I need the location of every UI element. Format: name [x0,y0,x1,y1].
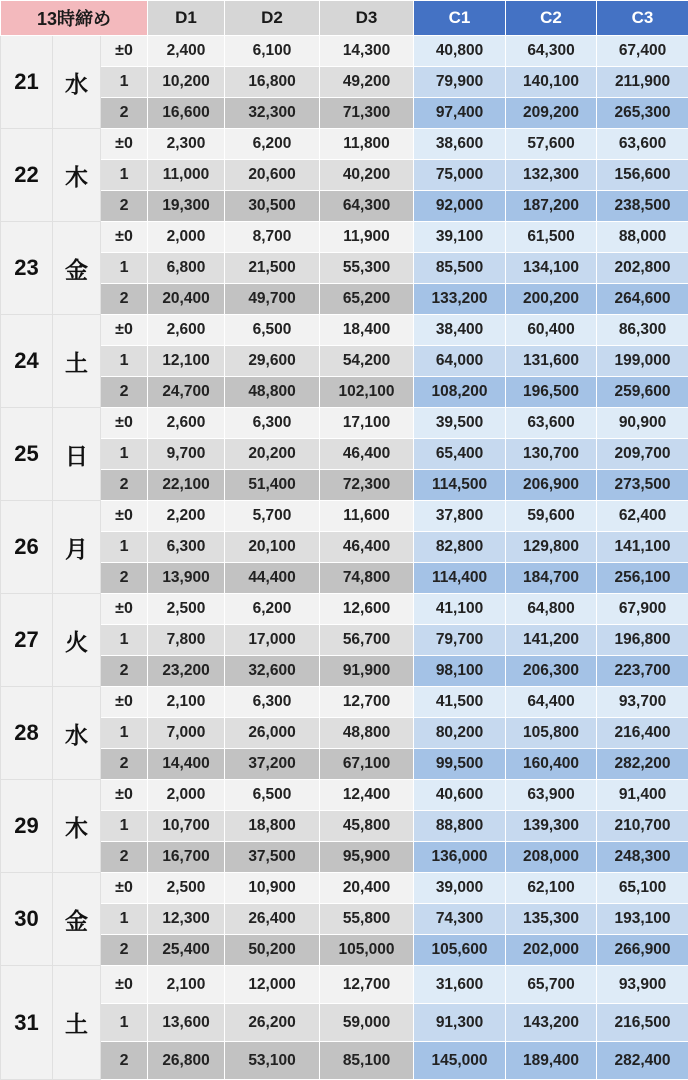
value-cell-c1: 75,000 [414,160,506,191]
value-cell-c1: 88,800 [414,811,506,842]
value-cell-c2: 65,700 [506,966,597,1004]
table-row [1,36,688,67]
value-cell-d3: 17,100 [320,408,414,439]
value-cell-d2: 51,400 [225,470,320,501]
value-cell-d2: 37,200 [225,749,320,780]
value-cell-c2: 139,300 [506,811,597,842]
value-cell-d3: 45,800 [320,811,414,842]
value-cell-d1: 19,300 [148,191,225,222]
value-cell-d2: 10,900 [225,873,320,904]
table-row [1,1042,688,1080]
table-row [1,532,688,563]
day-number: 24 [1,315,53,408]
value-cell-d1: 22,100 [148,470,225,501]
day-number: 28 [1,687,53,780]
value-cell-d2: 26,000 [225,718,320,749]
value-cell-d2: 44,400 [225,563,320,594]
offset-cell: ±0 [101,966,148,1004]
value-cell-c3: 62,400 [597,501,688,532]
value-cell-c2: 209,200 [506,98,597,129]
offset-cell: ±0 [101,780,148,811]
value-cell-c1: 38,600 [414,129,506,160]
day-number: 21 [1,36,53,129]
value-cell-d3: 102,100 [320,377,414,408]
value-cell-c1: 92,000 [414,191,506,222]
value-cell-c1: 79,900 [414,67,506,98]
value-cell-d3: 46,400 [320,439,414,470]
day-number: 22 [1,129,53,222]
value-cell-c2: 132,300 [506,160,597,191]
offset-cell: 1 [101,439,148,470]
offset-cell: 1 [101,1004,148,1042]
value-cell-d2: 20,100 [225,532,320,563]
value-cell-c3: 248,300 [597,842,688,873]
value-cell-c1: 39,100 [414,222,506,253]
table-row [1,718,688,749]
value-cell-d3: 11,900 [320,222,414,253]
table-row [1,439,688,470]
value-cell-d3: 48,800 [320,718,414,749]
value-cell-d1: 2,500 [148,594,225,625]
offset-cell: 1 [101,253,148,284]
value-cell-d3: 65,200 [320,284,414,315]
value-cell-c3: 265,300 [597,98,688,129]
value-cell-d1: 2,400 [148,36,225,67]
value-cell-c2: 135,300 [506,904,597,935]
value-cell-d3: 71,300 [320,98,414,129]
weekday-label: 金 [53,222,101,315]
value-cell-c3: 91,400 [597,780,688,811]
value-cell-d2: 20,200 [225,439,320,470]
value-cell-c3: 273,500 [597,470,688,501]
value-cell-d3: 85,100 [320,1042,414,1080]
offset-cell: 1 [101,346,148,377]
table-row [1,501,688,532]
value-cell-d1: 12,300 [148,904,225,935]
table-row [1,1004,688,1042]
value-cell-d2: 6,200 [225,594,320,625]
value-cell-c2: 129,800 [506,532,597,563]
value-cell-d3: 64,300 [320,191,414,222]
value-cell-d3: 11,600 [320,501,414,532]
col-header-d1: D1 [148,1,225,36]
table-row [1,129,688,160]
day-number: 27 [1,594,53,687]
value-cell-c2: 141,200 [506,625,597,656]
value-cell-d1: 11,000 [148,160,225,191]
table-row [1,191,688,222]
value-cell-c1: 37,800 [414,501,506,532]
value-cell-d2: 6,500 [225,315,320,346]
value-cell-c3: 196,800 [597,625,688,656]
day-number: 26 [1,501,53,594]
value-cell-c3: 238,500 [597,191,688,222]
value-cell-d3: 46,400 [320,532,414,563]
value-cell-d1: 2,300 [148,129,225,160]
header-row [1,1,688,36]
weekday-label: 火 [53,594,101,687]
offset-cell: ±0 [101,501,148,532]
value-cell-c3: 67,400 [597,36,688,67]
value-cell-c3: 211,900 [597,67,688,98]
day-number: 23 [1,222,53,315]
offset-cell: ±0 [101,36,148,67]
value-cell-c2: 189,400 [506,1042,597,1080]
col-header-c1: C1 [414,1,506,36]
value-cell-d1: 25,400 [148,935,225,966]
day-number: 31 [1,966,53,1080]
table-row [1,780,688,811]
value-cell-c3: 193,100 [597,904,688,935]
value-cell-d1: 7,800 [148,625,225,656]
value-cell-d1: 16,600 [148,98,225,129]
value-cell-c1: 82,800 [414,532,506,563]
table-row [1,873,688,904]
offset-cell: 1 [101,718,148,749]
value-cell-c3: 93,700 [597,687,688,718]
value-cell-d2: 16,800 [225,67,320,98]
value-cell-d2: 30,500 [225,191,320,222]
col-header-d2: D2 [225,1,320,36]
value-cell-d2: 26,400 [225,904,320,935]
value-cell-d3: 12,600 [320,594,414,625]
value-cell-c2: 63,900 [506,780,597,811]
value-cell-c2: 63,600 [506,408,597,439]
value-cell-c2: 60,400 [506,315,597,346]
table-row [1,966,688,1004]
value-cell-c2: 64,300 [506,36,597,67]
value-cell-c2: 130,700 [506,439,597,470]
value-cell-d1: 16,700 [148,842,225,873]
value-cell-d1: 2,600 [148,408,225,439]
value-cell-d3: 20,400 [320,873,414,904]
value-cell-d1: 24,700 [148,377,225,408]
value-cell-c2: 57,600 [506,129,597,160]
offset-cell: 2 [101,284,148,315]
weekday-label: 月 [53,501,101,594]
offset-cell: 1 [101,811,148,842]
weekday-label: 日 [53,408,101,501]
table-row [1,842,688,873]
value-cell-c1: 85,500 [414,253,506,284]
table-row [1,160,688,191]
value-cell-d3: 12,400 [320,780,414,811]
value-cell-d2: 37,500 [225,842,320,873]
value-cell-d3: 95,900 [320,842,414,873]
value-cell-d1: 23,200 [148,656,225,687]
table-row [1,98,688,129]
value-cell-c1: 80,200 [414,718,506,749]
offset-cell: ±0 [101,222,148,253]
value-cell-d3: 40,200 [320,160,414,191]
value-cell-c2: 206,300 [506,656,597,687]
value-cell-c1: 108,200 [414,377,506,408]
value-cell-c2: 143,200 [506,1004,597,1042]
value-cell-d3: 67,100 [320,749,414,780]
value-cell-d3: 12,700 [320,687,414,718]
value-cell-d3: 14,300 [320,36,414,67]
value-cell-c3: 88,000 [597,222,688,253]
offset-cell: 1 [101,625,148,656]
offset-cell: ±0 [101,687,148,718]
value-cell-c3: 282,400 [597,1042,688,1080]
value-cell-c2: 134,100 [506,253,597,284]
col-header-c3: C3 [597,1,688,36]
table-row [1,625,688,656]
value-cell-d1: 2,600 [148,315,225,346]
value-cell-d2: 6,300 [225,408,320,439]
value-cell-c3: 202,800 [597,253,688,284]
offset-cell: ±0 [101,129,148,160]
value-cell-d2: 49,700 [225,284,320,315]
value-cell-d2: 29,600 [225,346,320,377]
weekday-label: 金 [53,873,101,966]
value-cell-c1: 105,600 [414,935,506,966]
offset-cell: 2 [101,935,148,966]
table-row [1,594,688,625]
value-cell-c3: 282,200 [597,749,688,780]
value-cell-d1: 14,400 [148,749,225,780]
value-cell-c3: 259,600 [597,377,688,408]
value-cell-c1: 38,400 [414,315,506,346]
table-row [1,904,688,935]
value-cell-c1: 64,000 [414,346,506,377]
table-row [1,656,688,687]
value-cell-c2: 59,600 [506,501,597,532]
weekday-label: 木 [53,780,101,873]
value-cell-d1: 2,000 [148,222,225,253]
value-cell-d2: 32,300 [225,98,320,129]
table-title: 13時締め [1,1,148,36]
value-cell-d2: 6,200 [225,129,320,160]
offset-cell: 2 [101,656,148,687]
value-cell-c3: 93,900 [597,966,688,1004]
value-cell-c1: 97,400 [414,98,506,129]
value-cell-c2: 202,000 [506,935,597,966]
value-cell-d1: 6,300 [148,532,225,563]
value-cell-d3: 56,700 [320,625,414,656]
value-cell-c3: 256,100 [597,563,688,594]
table-row [1,687,688,718]
value-cell-d2: 32,600 [225,656,320,687]
value-cell-c3: 63,600 [597,129,688,160]
value-cell-c1: 133,200 [414,284,506,315]
value-cell-d1: 10,700 [148,811,225,842]
value-cell-c3: 141,100 [597,532,688,563]
table-body [1,36,688,1080]
value-cell-d1: 12,100 [148,346,225,377]
value-cell-c3: 264,600 [597,284,688,315]
weekday-label: 土 [53,315,101,408]
value-cell-c2: 160,400 [506,749,597,780]
value-cell-c3: 86,300 [597,315,688,346]
value-cell-d3: 55,800 [320,904,414,935]
offset-cell: 1 [101,160,148,191]
value-cell-c1: 98,100 [414,656,506,687]
value-cell-c2: 64,800 [506,594,597,625]
table-row [1,315,688,346]
table-row [1,253,688,284]
weekday-label: 水 [53,36,101,129]
value-cell-d1: 2,100 [148,966,225,1004]
value-cell-d3: 55,300 [320,253,414,284]
value-cell-c1: 99,500 [414,749,506,780]
offset-cell: ±0 [101,594,148,625]
value-cell-d1: 2,100 [148,687,225,718]
value-cell-c2: 184,700 [506,563,597,594]
weekday-label: 木 [53,129,101,222]
value-cell-c3: 210,700 [597,811,688,842]
value-cell-d1: 10,200 [148,67,225,98]
value-cell-d2: 53,100 [225,1042,320,1080]
value-cell-c1: 39,500 [414,408,506,439]
value-cell-c1: 39,000 [414,873,506,904]
offset-cell: 2 [101,1042,148,1080]
value-cell-d3: 59,000 [320,1004,414,1042]
value-cell-c3: 65,100 [597,873,688,904]
value-cell-d2: 21,500 [225,253,320,284]
weekday-label: 土 [53,966,101,1080]
table-row [1,935,688,966]
value-cell-d2: 50,200 [225,935,320,966]
table-row [1,563,688,594]
weekday-label: 水 [53,687,101,780]
offset-cell: ±0 [101,408,148,439]
value-cell-c1: 41,500 [414,687,506,718]
value-cell-d1: 2,000 [148,780,225,811]
value-cell-c3: 216,400 [597,718,688,749]
value-cell-c2: 208,000 [506,842,597,873]
day-number: 29 [1,780,53,873]
value-cell-c1: 41,100 [414,594,506,625]
offset-cell: 2 [101,98,148,129]
value-cell-d1: 13,600 [148,1004,225,1042]
value-cell-d2: 26,200 [225,1004,320,1042]
value-cell-c3: 209,700 [597,439,688,470]
value-cell-d3: 18,400 [320,315,414,346]
value-cell-d1: 20,400 [148,284,225,315]
value-cell-c1: 65,400 [414,439,506,470]
value-cell-d1: 9,700 [148,439,225,470]
value-cell-d1: 7,000 [148,718,225,749]
offset-cell: ±0 [101,873,148,904]
day-number: 25 [1,408,53,501]
value-cell-c2: 61,500 [506,222,597,253]
value-cell-c1: 40,800 [414,36,506,67]
table-row [1,408,688,439]
value-cell-d2: 6,100 [225,36,320,67]
offset-cell: 1 [101,67,148,98]
offset-cell: 2 [101,842,148,873]
value-cell-d3: 74,800 [320,563,414,594]
table-row [1,222,688,253]
value-cell-c1: 74,300 [414,904,506,935]
offset-cell: 1 [101,532,148,563]
value-cell-c2: 131,600 [506,346,597,377]
value-cell-c3: 90,900 [597,408,688,439]
value-cell-c1: 40,600 [414,780,506,811]
value-cell-d1: 13,900 [148,563,225,594]
value-cell-c2: 187,200 [506,191,597,222]
offset-cell: 2 [101,470,148,501]
table-row [1,346,688,377]
offset-cell: 2 [101,563,148,594]
value-cell-c2: 64,400 [506,687,597,718]
value-cell-c1: 114,500 [414,470,506,501]
value-cell-d2: 17,000 [225,625,320,656]
value-cell-d2: 48,800 [225,377,320,408]
col-header-c2: C2 [506,1,597,36]
table-row [1,470,688,501]
value-cell-c1: 136,000 [414,842,506,873]
value-cell-c2: 105,800 [506,718,597,749]
value-cell-d2: 20,600 [225,160,320,191]
value-cell-c2: 200,200 [506,284,597,315]
value-cell-c1: 79,700 [414,625,506,656]
value-cell-d3: 12,700 [320,966,414,1004]
value-cell-c1: 91,300 [414,1004,506,1042]
value-cell-d2: 18,800 [225,811,320,842]
offset-cell: 2 [101,191,148,222]
table-row [1,284,688,315]
value-cell-d3: 49,200 [320,67,414,98]
offset-cell: ±0 [101,315,148,346]
value-cell-d2: 8,700 [225,222,320,253]
value-cell-c3: 67,900 [597,594,688,625]
value-cell-c3: 216,500 [597,1004,688,1042]
value-cell-c2: 206,900 [506,470,597,501]
value-cell-c2: 140,100 [506,67,597,98]
value-cell-d3: 72,300 [320,470,414,501]
value-cell-d1: 2,200 [148,501,225,532]
table-row [1,811,688,842]
value-cell-d2: 5,700 [225,501,320,532]
col-header-d3: D3 [320,1,414,36]
offset-cell: 2 [101,377,148,408]
value-cell-c1: 31,600 [414,966,506,1004]
table-row [1,377,688,408]
day-number: 30 [1,873,53,966]
value-cell-d1: 2,500 [148,873,225,904]
value-cell-c3: 199,000 [597,346,688,377]
table-row [1,67,688,98]
value-cell-c3: 223,700 [597,656,688,687]
value-cell-d2: 12,000 [225,966,320,1004]
value-cell-d3: 105,000 [320,935,414,966]
value-cell-d2: 6,300 [225,687,320,718]
value-cell-c1: 114,400 [414,563,506,594]
value-cell-c2: 196,500 [506,377,597,408]
value-cell-d3: 54,200 [320,346,414,377]
value-cell-d3: 91,900 [320,656,414,687]
value-cell-d2: 6,500 [225,780,320,811]
offset-cell: 2 [101,749,148,780]
value-cell-d1: 6,800 [148,253,225,284]
value-cell-c2: 62,100 [506,873,597,904]
offset-cell: 1 [101,904,148,935]
value-cell-c3: 156,600 [597,160,688,191]
table-row [1,749,688,780]
value-cell-d1: 26,800 [148,1042,225,1080]
value-cell-c3: 266,900 [597,935,688,966]
value-cell-c1: 145,000 [414,1042,506,1080]
value-cell-d3: 11,800 [320,129,414,160]
